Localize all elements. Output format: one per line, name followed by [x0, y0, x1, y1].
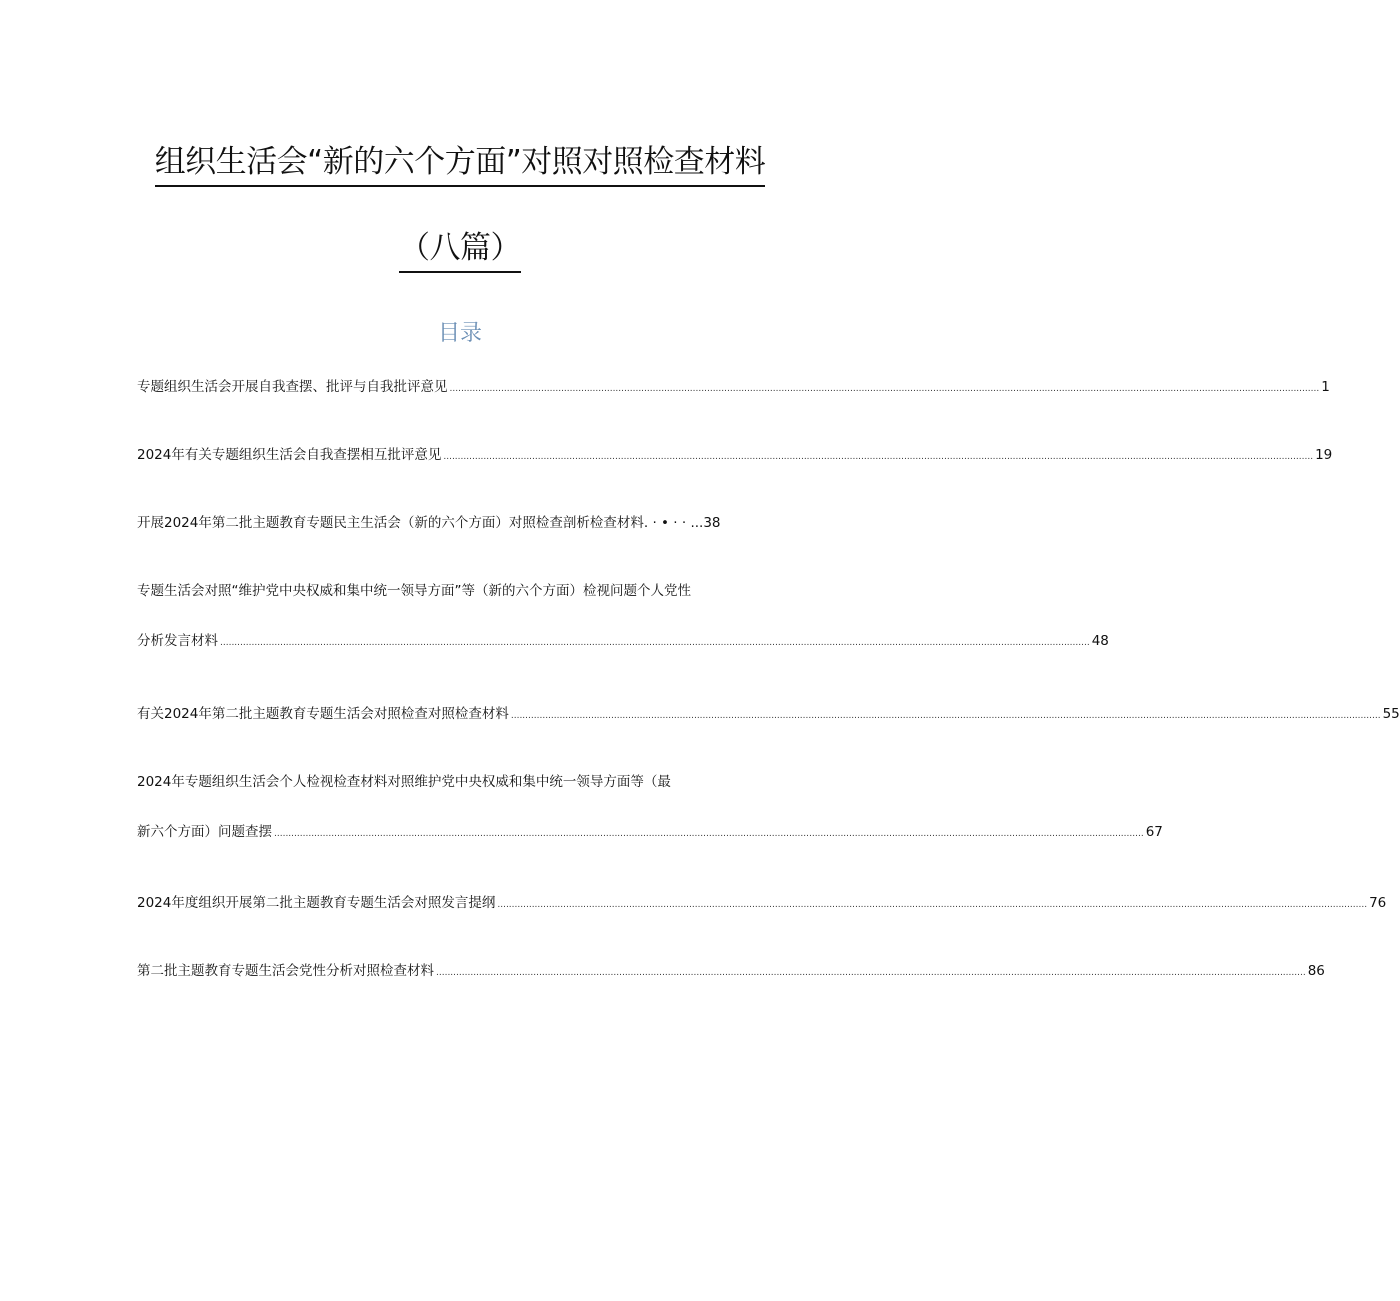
toc-entry-title: 2024年有关专题组织生活会自我查摆相互批评意见	[137, 447, 442, 463]
toc-page-number: 48	[1091, 633, 1109, 649]
toc-leader-dots	[450, 380, 1320, 398]
toc-entry-title: 有关2024年第二批主题教育专题生活会对照检查对照检查材料	[137, 706, 509, 722]
toc-entry-title: 分析发言材料	[137, 633, 218, 649]
toc-entry[interactable]	[137, 378, 1330, 396]
toc-leader-dots	[511, 707, 1381, 725]
document-title-line-2	[0, 222, 920, 273]
toc-entry-title: 2024年度组织开展第二批主题教育专题生活会对照发言提纲	[137, 895, 496, 911]
toc-page-number: 86	[1307, 963, 1325, 979]
toc-entry[interactable]	[137, 446, 1333, 464]
document-subtitle-text: （八篇）	[399, 222, 521, 273]
toc-leader-dots	[443, 448, 1313, 466]
toc-leader-dots	[274, 825, 1144, 843]
toc-entry-title-line-1: 专题生活会对照“维护党中央权威和集中统一领导方面”等（新的六个方面）检视问题个人党性	[137, 583, 691, 599]
toc-entry-title: 专题组织生活会开展自我查摆、批评与自我批评意见	[137, 379, 448, 395]
toc-leader-dots	[220, 634, 1090, 652]
toc-page-number: 1	[1321, 379, 1330, 395]
toc-entry-title: 第二批主题教育专题生活会党性分析对照检查材料	[137, 963, 434, 979]
toc-entry-title: 开展2024年第二批主题教育专题民主生活会（新的六个方面）对照检查剖析检查材料. · • · · ...	[137, 515, 704, 531]
toc-entry[interactable]	[137, 894, 1387, 912]
toc-entry[interactable]	[137, 962, 1325, 980]
toc-heading: 目录	[437, 321, 482, 346]
toc-entry-title-line-1: 2024年专题组织生活会个人检视检查材料对照维护党中央权威和集中统一领导方面等（最	[137, 774, 671, 790]
toc-entry[interactable]	[137, 705, 1400, 723]
document-title-line-1	[0, 136, 920, 187]
document-title-text: 组织生活会“新的六个方面”对照对照检查材料	[155, 136, 766, 187]
toc-page-number: 38	[703, 515, 721, 531]
toc-leader-dots	[436, 964, 1306, 982]
toc-page-number: 19	[1315, 447, 1333, 463]
toc-entry[interactable]	[137, 773, 1163, 840]
toc-entry[interactable]	[137, 582, 1109, 649]
toc-entry[interactable]	[137, 514, 777, 532]
toc-page-number: 67	[1145, 824, 1163, 840]
toc-leader-dots	[497, 896, 1367, 914]
toc-page-number: 55	[1382, 706, 1400, 722]
toc-page-number: 76	[1369, 895, 1387, 911]
toc-entry-title: 新六个方面）问题查摆	[137, 824, 272, 840]
